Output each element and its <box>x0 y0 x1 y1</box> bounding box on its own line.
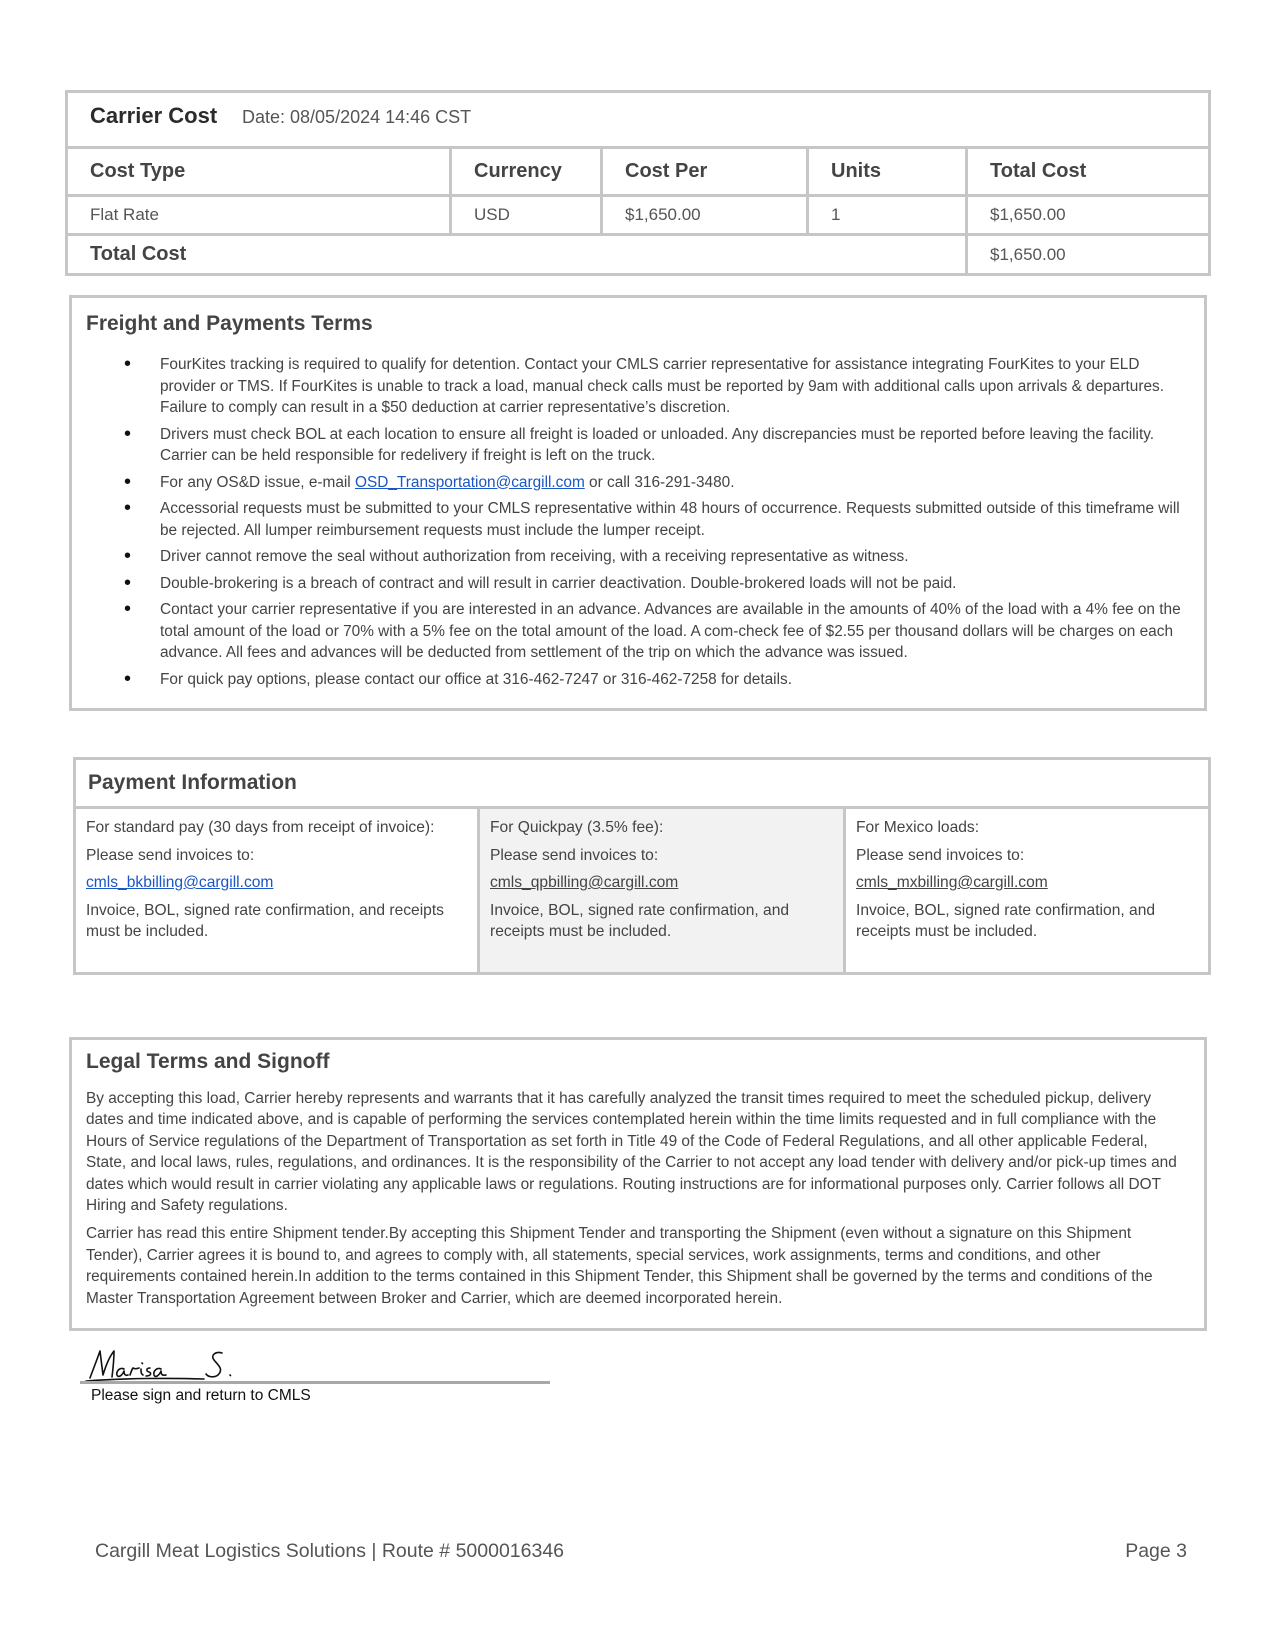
list-item <box>86 669 1190 691</box>
term-text: For quick pay options, please contact our office at 316-462-7247 or 316-462-7258 for details. <box>160 670 792 688</box>
total-cost-label: Total Cost <box>68 236 968 273</box>
payment-column-standard <box>76 809 480 972</box>
list-item <box>86 599 1190 664</box>
bullet-icon: • <box>124 353 132 375</box>
list-item <box>86 424 1190 467</box>
payment-info-header <box>76 760 1208 809</box>
payment-column-quickpay <box>480 809 846 972</box>
bullet-icon: • <box>124 497 132 519</box>
bullet-icon: • <box>124 571 132 594</box>
col-header-cost-per: Cost Per <box>603 149 809 194</box>
payment-note: Invoice, BOL, signed rate confirmation, and receipts must be included. <box>490 901 790 940</box>
payment-info-title: Payment Information <box>88 771 297 794</box>
payment-heading: For Mexico loads: <box>856 819 980 836</box>
cell-cost-type: Flat Rate <box>68 197 452 233</box>
col-header-total-cost: Total Cost <box>990 160 1087 182</box>
payment-note: Invoice, BOL, signed rate confirmation, and receipts must be included. <box>856 901 1156 940</box>
signature-caption: Please sign and return to CMLS <box>91 1387 311 1404</box>
signature-area <box>80 1345 550 1405</box>
osd-email-link[interactable]: OSD_Transportation@cargill.com <box>355 473 585 491</box>
carrier-cost-title: Carrier Cost <box>90 103 218 128</box>
payment-heading: For Quickpay (3.5% fee): <box>490 819 664 836</box>
list-item <box>86 472 1190 494</box>
carrier-cost-header <box>68 93 1208 149</box>
term-text: Accessorial requests must be submitted to your CMLS representative within 48 hours of occurrence. Requests submitted outside of this timeframe will be rejected. All lumper reimbursement requests must include the lumper receipt. <box>160 500 1180 539</box>
term-text: FourKites tracking is required to qualify for detention. Contact your CMLS carrier representative for assistance integrating FourKites to your ELD provider or TMS. If FourKites is unable to track a load, manual check calls must be reported by 9am with additional calls upon arrivals & departures. Failure to comply can result in a $50 deduction at carrier representative’s discretion. <box>160 356 1165 416</box>
list-item <box>86 546 1190 568</box>
bullet-icon: • <box>124 545 132 567</box>
col-header-cost-type: Cost Type <box>68 149 452 194</box>
total-row <box>68 236 1208 273</box>
bullet-icon: • <box>124 422 132 445</box>
handwritten-signature <box>84 1345 254 1385</box>
payment-send-label: Please send invoices to: <box>490 846 659 864</box>
legal-paragraph: By accepting this load, Carrier hereby represents and warrants that it has carefully analyzed the transit times required to meet the scheduled pickup, delivery dates and time indicated above, and is capable of performing the services contemplated herein within the time limits requested and in full compliance with the Hours of Service regulations of the Department of Transportation as set forth in Title 49 of the Code of Federal Regulations, and all other applicable Federal, State, and local laws, rules, regulations, and ordinances. It is the responsibility of the Carrier to not accept any load tender with delivery and/or pick-up times and dates which would result in carrier violating any applicable laws or regulations. Routing instructions are for informational purposes only. Carrier follows all DOT Hiring and Safety regulations. <box>86 1090 1177 1215</box>
legal-paragraph: Carrier has read this entire Shipment tender.By accepting this Shipment Tender and transporting the Shipment (even without a signature on this Shipment Tender), Carrier agrees it is bound to, and agrees to comply with, all statements, special services, work assignments, terms and conditions, and other requirements contained herein.In addition to the terms contained in this Shipment Tender, this Shipment shall be governed by the terms and conditions of the Master Transportation Agreement between Broker and Carrier, which are deemed incorporated herein. <box>86 1225 1153 1307</box>
quickpay-email-link[interactable]: cmls_qpbilling@cargill.com <box>490 874 679 891</box>
payment-note: Invoice, BOL, signed rate confirmation, and receipts must be included. <box>86 901 444 940</box>
cell-total-cost: $1,650.00 <box>990 205 1066 224</box>
payment-send-label: Please send invoices to: <box>86 846 255 864</box>
osd-prefix: For any OS&D issue, e-mail <box>160 473 356 491</box>
list-item <box>86 498 1190 541</box>
freight-terms-title: Freight and Payments Terms <box>86 312 373 335</box>
list-item <box>86 573 1190 595</box>
footer-page-number: Page 3 <box>1125 1540 1187 1562</box>
bullet-icon: • <box>124 598 132 620</box>
mexico-email-link[interactable]: cmls_mxbilling@cargill.com <box>856 874 1048 891</box>
cell-currency: USD <box>452 197 603 233</box>
billing-email-link[interactable]: cmls_bkbilling@cargill.com <box>86 874 274 891</box>
legal-terms-title: Legal Terms and Signoff <box>86 1050 330 1073</box>
carrier-cost-table <box>65 90 1211 276</box>
carrier-cost-date: Date: 08/05/2024 14:46 CST <box>242 107 472 127</box>
col-header-currency: Currency <box>452 149 603 194</box>
freight-terms-section <box>69 295 1207 711</box>
terms-list <box>86 354 1190 690</box>
cost-table-header-row <box>68 149 1208 197</box>
col-header-units: Units <box>809 149 968 194</box>
term-text: Driver cannot remove the seal without authorization from receiving, with a receiving representative as witness. <box>160 548 909 565</box>
payment-info-section <box>73 757 1211 975</box>
payment-send-label: Please send invoices to: <box>856 846 1025 864</box>
osd-suffix: or call 316-291-3480. <box>584 473 735 491</box>
term-text: Contact your carrier representative if you are interested in an advance. Advances are available in the amounts of 40% of the load with a 4% fee on the total amount of the load or 70% with a 5% fee on the total amount of the load. A com-check fee of $2.55 per thousand dollars will be charges on each advance. All fees and advances will be deducted from settlement of the trip on which the advance was issued. <box>160 601 1181 661</box>
term-text: Double-brokering is a breach of contract and will result in carrier deactivation. Double-brokered loads will not be paid. <box>160 574 957 592</box>
payment-column-mexico <box>846 809 1208 972</box>
signature-line <box>80 1381 550 1384</box>
bullet-icon: • <box>124 470 132 493</box>
bullet-icon: • <box>124 667 132 690</box>
total-cost-value: $1,650.00 <box>990 244 1066 264</box>
footer-route-info: Cargill Meat Logistics Solutions | Route # 5000016346 <box>95 1540 565 1562</box>
table-row <box>68 197 1208 236</box>
term-text: Drivers must check BOL at each location to ensure all freight is loaded or unloaded. Any discrepancies must be reported before leaving the facility. Carrier can be held responsible for redelivery if freight is left on the truck. <box>160 425 1155 464</box>
cell-cost-per: $1,650.00 <box>603 197 809 233</box>
legal-terms-section <box>69 1037 1207 1331</box>
list-item <box>86 354 1190 419</box>
cell-units: 1 <box>809 197 968 233</box>
payment-heading: For standard pay (30 days from receipt of invoice): <box>86 819 435 836</box>
